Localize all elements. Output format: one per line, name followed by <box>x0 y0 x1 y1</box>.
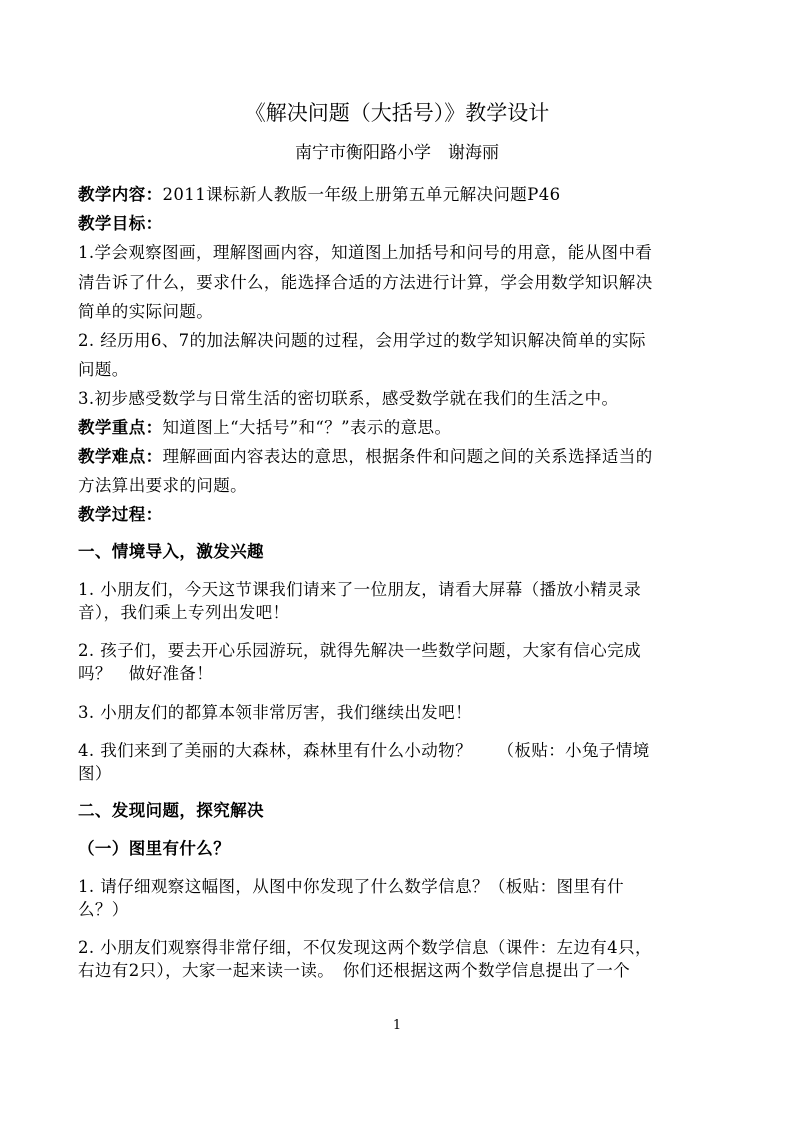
page-number: 1 <box>392 1018 402 1033</box>
difficulty-line-1 <box>78 443 653 467</box>
goal-3: 3.初步感受数学与日常生活的密切联系，感受数学就在我们的生活之中。 <box>78 389 619 408</box>
section-1-item-4-line-1: 4. 我们来到了美丽的大森林，森林里有什么小动物？ （板贴：小兔子情境 <box>78 741 650 760</box>
goal-2-line-1: 2. 经历用6、7的加法解决问题的过程，会用学过的数学知识解决简单的实际 <box>78 331 646 350</box>
section-1-item-2-line-1: 2. 孩子们，要去开心乐园游玩，就得先解决一些数学问题，大家有信心完成 <box>78 641 641 660</box>
key-point-text: 知道图上“大括号”和“？”表示的意思。 <box>162 418 452 437</box>
page-title: 《解决问题（大括号）》教学设计 <box>244 101 550 125</box>
goal-1-line-2: 清告诉了什么，要求什么，能选择合适的方法进行计算，学会用数学知识解决 <box>78 273 653 292</box>
section-1-item-4-line-2: 图） <box>78 764 112 783</box>
goal-1-line-3: 简单的实际问题。 <box>78 302 214 321</box>
section-2-heading: 二、发现问题，探究解决 <box>78 801 264 820</box>
content-text: 2011课标新人教版一年级上册第五单元解决问题P46 <box>162 185 561 204</box>
difficulty-line-2: 方法算出要求的问题。 <box>78 476 247 495</box>
section-2-item-2-line-2: 右边有2只），大家一起来读一读。 你们还根据这两个数学信息提出了一个 <box>78 961 631 980</box>
section-1-item-1-line-2: 音），我们乘上专列出发吧！ <box>78 603 290 622</box>
section-2-item-2-line-1: 2. 小朋友们观察得非常仔细，不仅发现这两个数学信息（课件：左边有4只， <box>78 938 652 957</box>
difficulty-text-1: 理解画面内容表达的意思，根据条件和问题之间的关系选择适当的 <box>162 447 653 466</box>
goals-label: 教学目标： <box>78 214 163 233</box>
author-line: 南宁市衡阳路小学 谢海丽 <box>295 143 499 163</box>
section-2-item-1-line-1: 1. 请仔细观察这幅图，从图中你发现了什么数学信息？（板贴：图里有什 <box>78 877 625 896</box>
section-1-heading: 一、情境导入，激发兴趣 <box>78 542 264 561</box>
key-point-line <box>78 414 451 438</box>
section-1-item-1-line-1: 1. 小朋友们，今天这节课我们请来了一位朋友，请看大屏幕（播放小精灵录 <box>78 580 641 599</box>
goal-1-line-1: 1.学会观察图画，理解图画内容，知道图上加括号和问号的用意，能从图中看 <box>78 243 653 262</box>
section-1-item-3: 3. 小朋友们的都算本领非常厉害，我们继续出发吧！ <box>78 703 472 722</box>
section-1-item-2-line-2: 吗？ 做好准备！ <box>78 664 214 683</box>
difficulty-label: 教学难点： <box>78 447 163 466</box>
key-point-label: 教学重点： <box>78 418 163 437</box>
section-2-item-1-line-2: 么？） <box>78 900 129 919</box>
goal-2-line-2: 问题。 <box>78 360 129 379</box>
section-2-subheading: （一）图里有什么？ <box>78 839 231 858</box>
process-label: 教学过程： <box>78 505 163 524</box>
content-label: 教学内容： <box>78 185 163 204</box>
content-line <box>78 181 561 205</box>
